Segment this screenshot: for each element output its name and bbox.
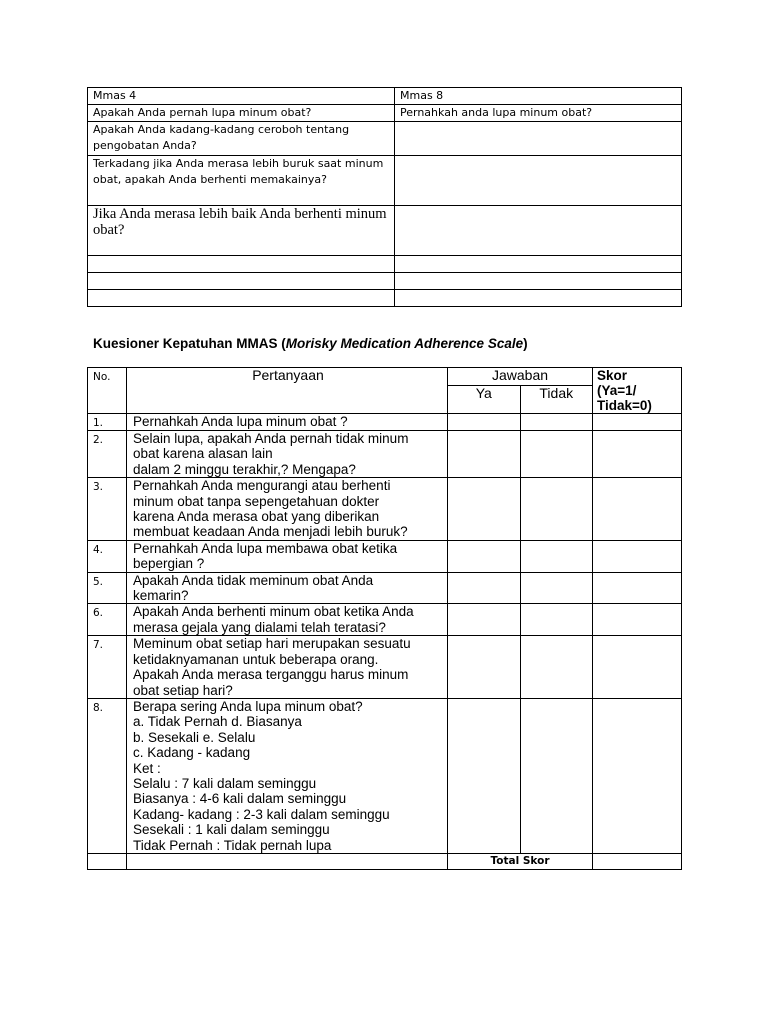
question-text: Apakah Anda berhenti minum obat ketika Anda merasa gejala yang dialami telah teratasi? bbox=[127, 604, 448, 636]
score-cell[interactable] bbox=[593, 431, 682, 478]
answer-tidak-cell[interactable] bbox=[520, 604, 593, 636]
question-text: Pernahkah Anda lupa membawa obat ketika bepergian ? bbox=[127, 540, 448, 572]
answer-ya-cell[interactable] bbox=[448, 698, 521, 853]
score-cell[interactable] bbox=[593, 414, 682, 431]
row-number: 5. bbox=[88, 572, 127, 604]
tidak-header: Tidak bbox=[520, 386, 593, 414]
empty-cell bbox=[395, 290, 682, 307]
score-cell[interactable] bbox=[593, 698, 682, 853]
row-number: 6. bbox=[88, 604, 127, 636]
question-text: Meminum obat setiap hari merupakan sesuatu ketidaknyamanan untuk beberapa orang. Apakah Anda merasa terganggu harus minum obat setiap hari? bbox=[127, 636, 448, 699]
pertanyaan-header: Pertanyaan bbox=[127, 368, 448, 414]
mmas8-cell bbox=[395, 122, 682, 156]
score-cell[interactable] bbox=[593, 540, 682, 572]
row-number: 7. bbox=[88, 636, 127, 699]
mmas-comparison-table bbox=[87, 87, 682, 307]
mmas4-cell: Apakah Anda kadang-kadang ceroboh tentang pengobatan Anda? bbox=[88, 122, 395, 156]
answer-ya-cell[interactable] bbox=[448, 604, 521, 636]
answer-ya-cell[interactable] bbox=[448, 572, 521, 604]
answer-ya-cell[interactable] bbox=[448, 636, 521, 699]
empty-cell bbox=[88, 290, 395, 307]
total-score-cell[interactable] bbox=[593, 853, 682, 869]
score-cell[interactable] bbox=[593, 572, 682, 604]
ya-header: Ya bbox=[448, 386, 521, 414]
row-number: 8. bbox=[88, 698, 127, 853]
mmas-questionnaire-table bbox=[87, 367, 682, 870]
answer-tidak-cell[interactable] bbox=[520, 478, 593, 541]
mmas4-cell: Apakah Anda pernah lupa minum obat? bbox=[88, 105, 395, 122]
empty-cell bbox=[395, 273, 682, 290]
section-title: Kuesioner Kepatuhan MMAS (Morisky Medication Adherence Scale) bbox=[93, 336, 528, 351]
no-header: No. bbox=[88, 368, 127, 414]
empty-cell bbox=[88, 256, 395, 273]
empty-cell bbox=[88, 273, 395, 290]
mmas8-cell: Pernahkah anda lupa minum obat? bbox=[395, 105, 682, 122]
mmas8-cell bbox=[395, 156, 682, 206]
empty-cell bbox=[127, 853, 448, 869]
row-number: 3. bbox=[88, 478, 127, 541]
answer-ya-cell[interactable] bbox=[448, 431, 521, 478]
answer-tidak-cell[interactable] bbox=[520, 540, 593, 572]
answer-ya-cell[interactable] bbox=[448, 540, 521, 572]
mmas8-cell bbox=[395, 206, 682, 256]
question-text: Selain lupa, apakah Anda pernah tidak minum obat karena alasan lain dalam 2 minggu terakhir,? Mengapa? bbox=[127, 431, 448, 478]
score-cell[interactable] bbox=[593, 478, 682, 541]
question-text: Berapa sering Anda lupa minum obat? a. Tidak Pernah d. Biasanya b. Sesekali e. Selalu c. Kadang - kadang Ket : Selalu : 7 kali dalam seminggu Biasanya : 4-6 kali dalam seminggu Kadang- kadang : 2-3 kali dalam seminggu Sesekali : 1 kali dalam seminggu Tidak Pernah : Tidak pernah lupa bbox=[127, 698, 448, 853]
answer-tidak-cell[interactable] bbox=[520, 636, 593, 699]
mmas8-header: Mmas 8 bbox=[395, 88, 682, 105]
question-text: Pernahkah Anda mengurangi atau berhenti minum obat tanpa sepengetahuan dokter karena Anda merasa obat yang diberikan membuat keadaan Anda menjadi lebih buruk? bbox=[127, 478, 448, 541]
mmas4-cell: Terkadang jika Anda merasa lebih buruk saat minum obat, apakah Anda berhenti memakainya? bbox=[88, 156, 395, 206]
row-number: 2. bbox=[88, 431, 127, 478]
answer-tidak-cell[interactable] bbox=[520, 572, 593, 604]
answer-ya-cell[interactable] bbox=[448, 414, 521, 431]
row-number: 4. bbox=[88, 540, 127, 572]
answer-tidak-cell[interactable] bbox=[520, 414, 593, 431]
answer-tidak-cell[interactable] bbox=[520, 698, 593, 853]
mmas4-header: Mmas 4 bbox=[88, 88, 395, 105]
mmas4-cell: Jika Anda merasa lebih baik Anda berhenti minum obat? bbox=[88, 206, 395, 256]
score-cell[interactable] bbox=[593, 604, 682, 636]
total-score-label: Total Skor bbox=[448, 853, 593, 869]
jawaban-header: Jawaban bbox=[448, 368, 593, 386]
score-cell[interactable] bbox=[593, 636, 682, 699]
question-text: Apakah Anda tidak meminum obat Anda kemarin? bbox=[127, 572, 448, 604]
answer-ya-cell[interactable] bbox=[448, 478, 521, 541]
skor-header: Skor (Ya=1/ Tidak=0) bbox=[593, 368, 682, 414]
row-number: 1. bbox=[88, 414, 127, 431]
empty-cell bbox=[395, 256, 682, 273]
answer-tidak-cell[interactable] bbox=[520, 431, 593, 478]
empty-cell bbox=[88, 853, 127, 869]
question-text: Pernahkah Anda lupa minum obat ? bbox=[127, 414, 448, 431]
